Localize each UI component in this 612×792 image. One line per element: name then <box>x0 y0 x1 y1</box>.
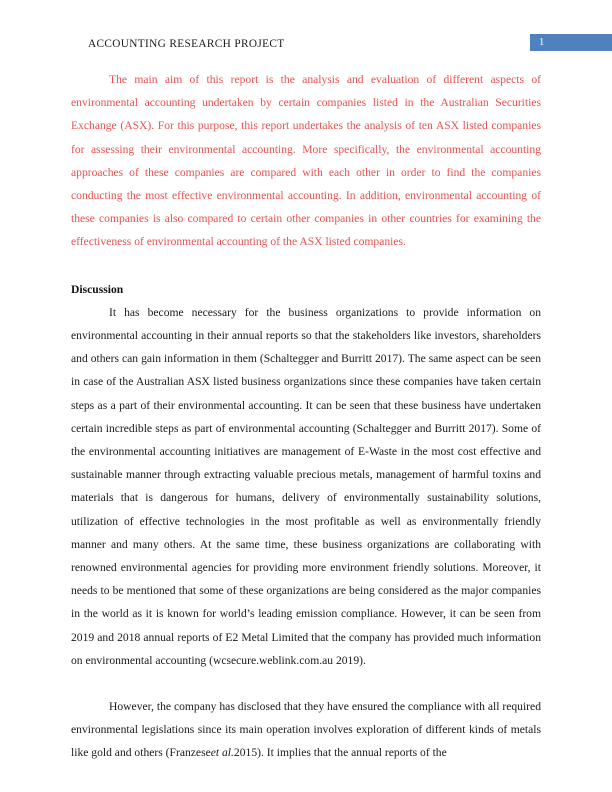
spacer-before-heading <box>71 254 541 278</box>
discussion-paragraph-2-text-start: However, the company has disclosed that they have ensured the compliance with all required environmental legislations since its main operation involves exploration of different kinds of metals like gold and others (Franzese <box>71 700 541 760</box>
page-number-badge <box>530 34 612 51</box>
document-body <box>71 68 541 765</box>
abstract-paragraph: The main aim of this report is the analysis and evaluation of different aspects of environmental accounting undertaken by certain companies listed in the Australian Securities Exchange (ASX). For this purpose, this report undertakes the analysis of ten ASX listed companies for assessing their environmental accounting. More specifically, the environmental accounting approaches of these companies are compared with each other in order to find the companies conducting the most effective environmental accounting. In addition, environmental accounting of these companies is also compared to certain other companies in other countries for examining the effectiveness of environmental accounting of the ASX listed companies. <box>71 73 541 249</box>
header-document-title: ACCOUNTING RESEARCH PROJECT <box>88 38 285 50</box>
discussion-paragraph-2 <box>71 695 541 765</box>
spacer-between-paragraphs <box>71 672 541 695</box>
page-number-value: 1 <box>539 37 545 48</box>
running-header <box>0 33 612 55</box>
citation-et-al: et al. <box>210 746 234 760</box>
discussion-paragraph-1: It has become necessary for the business organizations to provide information on environmental accounting in their annual reports so that the stakeholders like investors, shareholders and others can gain information in them (Schaltegger and Burritt 2017). The same aspect can be seen in case of the Australian ASX listed business organizations since these companies have taken certain steps as a part of their environmental accounting. It can be seen that these business have undertaken certain incredible steps as part of environmental accounting (Schaltegger and Burritt 2017). Some of the environmental accounting initiatives are management of E-Waste in the most cost effective and sustainable manner through extracting valuable precious metals, management of harmful toxins and materials that is dangerous for humans, delivery of environmentally sustainability solutions, utilization of effective technologies in the most profitable as well as environmentally friendly manner and many others. At the same time, these business organizations are collaborating with renowned environmental agencies for providing more environment friendly solutions. Moreover, it needs to be mentioned that some of these organizations are being considered as the major companies in the world as it is known for world’s leading emission compliance. However, it can be seen from 2019 and 2018 annual reports of E2 Metal Limited that the company has provided much information on environmental accounting (wcsecure.weblink.com.au 2019). <box>71 305 541 667</box>
discussion-paragraph-2-text-end: 2015). It implies that the annual reports of the <box>233 746 447 760</box>
section-heading-discussion: Discussion <box>71 282 124 296</box>
